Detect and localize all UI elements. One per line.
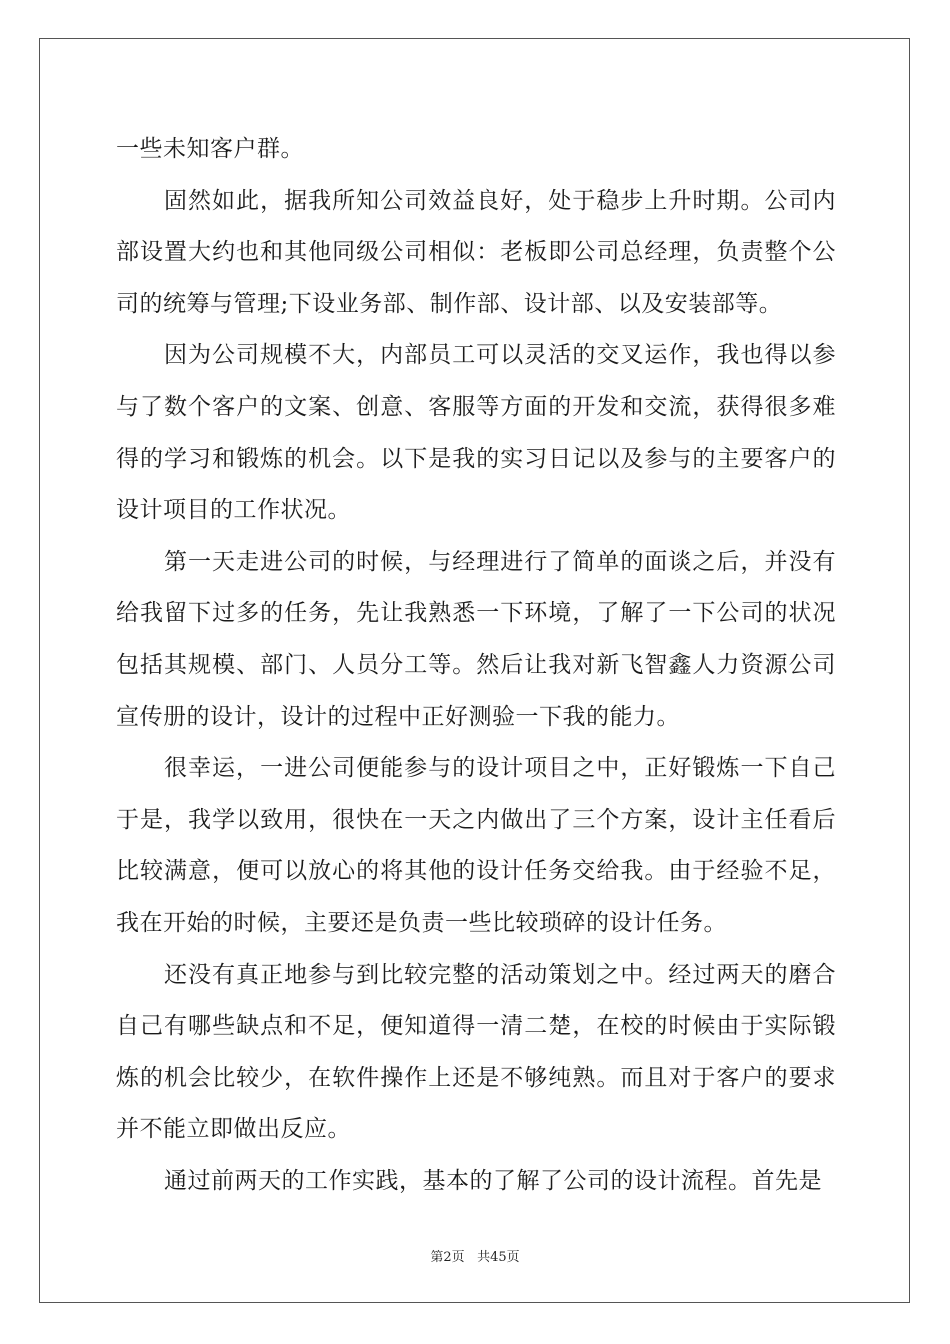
paragraph: 第一天走进公司的时候，与经理进行了简单的面谈之后，并没有给我留下过多的任务，先让我熟悉一下环境，了解了一下公司的状况包括其规模、部门、人员分工等。然后让我对新飞智鑫人力资源公司宣传册的设计，设计的过程中正好测验一下我的能力。 xyxy=(116,548,836,730)
paragraph: 很幸运，一进公司便能参与的设计项目之中，正好锻炼一下自己于是，我学以致用，很快在一天之内做出了三个方案，设计主任看后比较满意，便可以放心的将其他的设计任务交给我。由于经验不足，我在开始的时候，主要还是负责一些比较琐碎的设计任务。 xyxy=(116,755,836,936)
paragraph: 因为公司规模不大，内部员工可以灵活的交叉运作，我也得以参与了数个客户的文案、创意、客服等方面的开发和交流，获得很多难得的学习和锻炼的机会。以下是我的实习日记以及参与的主要客户的设计项目的工作状况。 xyxy=(116,342,836,524)
paragraph: 固然如此，据我所知公司效益良好，处于稳步上升时期。公司内部设置大约也和其他同级公司相似：老板即公司总经理，负责整个公司的统筹与管理;下设业务部、制作部、设计部、以及安装部等。 xyxy=(116,187,836,317)
document-body xyxy=(116,124,836,1207)
paragraph: 还没有真正地参与到比较完整的活动策划之中。经过两天的磨合自己有哪些缺点和不足，便知道得一清二楚，在校的时候由于实际锻炼的机会比较少，在软件操作上还是不够纯熟。而且对于客户的要求并不能立即做出反应。 xyxy=(116,961,836,1143)
paragraph: 一些未知客户群。 xyxy=(116,136,304,162)
page-footer xyxy=(0,1246,950,1265)
total-pages: 共45页 xyxy=(477,1250,520,1265)
page-number: 第2页 xyxy=(430,1250,465,1265)
paragraph: 通过前两天的工作实践，基本的了解了公司的设计流程。首先是 xyxy=(164,1167,822,1194)
